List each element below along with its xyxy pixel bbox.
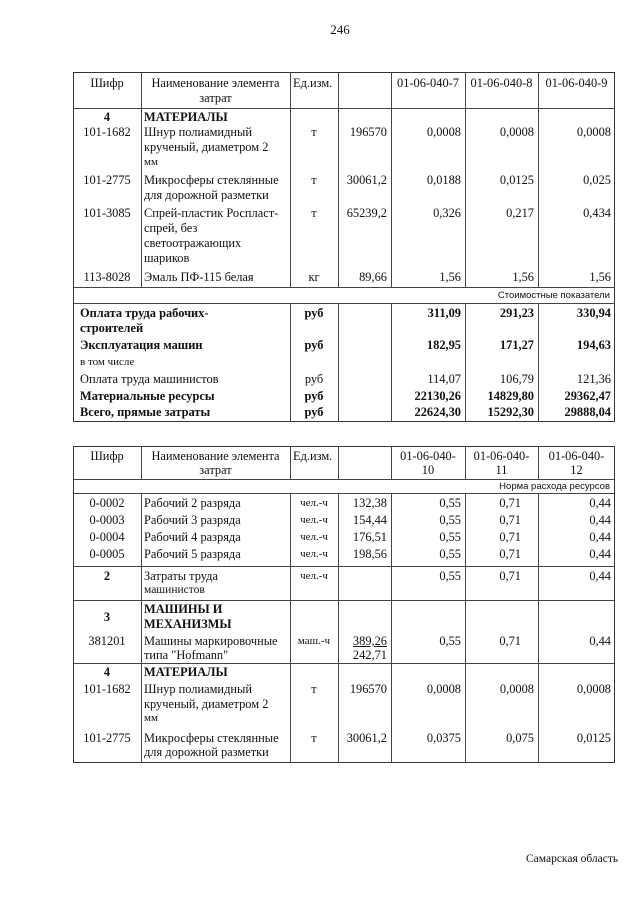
- norm-label: Норма расхода ресурсов: [499, 481, 610, 492]
- row-unit: т: [311, 125, 317, 139]
- row-value: 0,44: [589, 513, 611, 527]
- row-name: мм: [144, 156, 158, 168]
- col-divider: [141, 493, 142, 763]
- cost-unit: руб: [304, 389, 324, 403]
- row-value: 0,55: [439, 634, 461, 648]
- row-value: 0,44: [589, 530, 611, 544]
- row-value: 0,326: [433, 206, 461, 220]
- row-divider: [73, 493, 615, 494]
- row-value: 0,434: [583, 206, 611, 220]
- row-divider: [73, 600, 615, 601]
- row-price: 30061,2: [346, 173, 387, 187]
- row-value: 1,56: [439, 270, 461, 284]
- row-name: мм: [144, 712, 158, 724]
- row-value: 0,71: [499, 513, 521, 527]
- row-name: Рабочий 5 разряда: [144, 547, 241, 561]
- row-price: 196570: [349, 125, 387, 139]
- row-unit: чел.-ч: [300, 514, 328, 526]
- section-title: МЕХАНИЗМЫ: [144, 617, 232, 631]
- cost-value: 22130,26: [414, 389, 461, 403]
- row-value: 0,0125: [499, 173, 534, 187]
- footer-region: Самарская область: [526, 853, 619, 865]
- cost-name: Оплата труда машинистов: [80, 372, 219, 386]
- row-value: 0,71: [499, 496, 521, 510]
- row-unit: кг: [308, 270, 320, 284]
- cost-value: 29362,47: [564, 389, 611, 403]
- row-divider: [73, 287, 615, 288]
- row-value: 0,0008: [576, 125, 611, 139]
- header-col-9: 01-06-040-9: [545, 76, 608, 90]
- cost-value: 182,95: [426, 338, 461, 352]
- row-value: 0,55: [439, 530, 461, 544]
- row-price: 30061,2: [346, 731, 387, 745]
- header-name-line1: Наименование элемента: [151, 449, 280, 463]
- row-name: Рабочий 3 разряда: [144, 513, 241, 527]
- row-value: 0,44: [589, 569, 611, 583]
- row-price: 196570: [349, 682, 387, 696]
- row-name: крученый, диаметром 2: [144, 140, 269, 154]
- header-name-line2: затрат: [199, 463, 232, 477]
- header-code: Шифр: [90, 449, 124, 463]
- row-unit: чел.-ч: [300, 497, 328, 509]
- cost-name: в том числе: [80, 356, 135, 368]
- row-code: 0-0002: [89, 496, 125, 510]
- row-name: спрей, без: [144, 221, 198, 235]
- row-value: 0,55: [439, 513, 461, 527]
- row-value: 0,0188: [426, 173, 461, 187]
- row-value: 0,0008: [426, 125, 461, 139]
- header-col-10: 10: [421, 463, 435, 477]
- cost-value: 121,36: [576, 372, 611, 386]
- section-code: 3: [103, 610, 111, 624]
- row-value: 0,0008: [426, 682, 461, 696]
- row-value: 0,217: [506, 206, 534, 220]
- row-unit: чел.-ч: [300, 570, 328, 582]
- row-value: 0,0008: [576, 682, 611, 696]
- row-price: 176,51: [352, 530, 387, 544]
- row-price: 89,66: [359, 270, 387, 284]
- header-col-12: 01-06-040-: [548, 449, 605, 463]
- row-value: 0,55: [439, 496, 461, 510]
- row-name: крученый, диаметром 2: [144, 697, 269, 711]
- row-unit: т: [311, 731, 317, 745]
- row-value: 0,025: [583, 173, 611, 187]
- header-col-7: 01-06-040-7: [397, 76, 459, 90]
- row-value: 0,71: [499, 569, 521, 583]
- row-value: 0,0008: [499, 682, 534, 696]
- row-unit: маш.-ч: [297, 635, 331, 647]
- cost-name: Материальные ресурсы: [80, 389, 215, 403]
- cost-value: 22624,30: [414, 405, 461, 419]
- row-value: 0,55: [439, 547, 461, 561]
- row-name: для дорожной разметки: [144, 745, 269, 759]
- row-price: 132,38: [352, 496, 387, 510]
- row-name: Спрей-пластик Роспласт-: [144, 206, 279, 220]
- row-name: для дорожной разметки: [144, 188, 269, 202]
- cost-name: Оплата труда рабочих-: [80, 306, 209, 320]
- row-unit: т: [311, 682, 317, 696]
- cost-value: 194,63: [576, 338, 611, 352]
- row-name: Рабочий 2 разряда: [144, 496, 241, 510]
- row-code: 0-0005: [89, 547, 125, 561]
- col-divider: [338, 303, 339, 422]
- cost-value: 114,07: [427, 372, 461, 386]
- row-value: 0,55: [439, 569, 461, 583]
- row-name: Микросферы стеклянные: [144, 731, 279, 745]
- row-divider: [73, 663, 615, 664]
- header-col-8: 01-06-040-8: [470, 76, 533, 90]
- row-value: 0,0008: [499, 125, 534, 139]
- cost-value: 15292,30: [487, 405, 534, 419]
- cost-unit: руб: [304, 405, 324, 419]
- cost-unit: руб: [304, 338, 324, 352]
- row-name: типа "Hofmann": [144, 648, 229, 662]
- row-unit: т: [311, 173, 317, 187]
- row-price: 65239,2: [346, 206, 387, 220]
- row-divider: [73, 303, 615, 304]
- row-divider: [73, 566, 615, 567]
- row-unit: чел.-ч: [300, 548, 328, 560]
- cost-unit: руб: [304, 372, 324, 386]
- row-code: 0-0004: [89, 530, 125, 544]
- col-divider: [290, 446, 291, 479]
- row-value: 1,56: [512, 270, 534, 284]
- cost-value: 14829,80: [487, 389, 534, 403]
- row-name: Рабочий 4 разряда: [144, 530, 241, 544]
- cost-value: 330,94: [576, 306, 611, 320]
- cost-name: строителей: [80, 321, 144, 335]
- row-unit: т: [311, 206, 317, 220]
- row-name: Микросферы стеклянные: [144, 173, 279, 187]
- col-divider: [338, 446, 339, 479]
- section-code: 4: [103, 110, 111, 124]
- row-code: 101-2775: [83, 731, 131, 745]
- row-value: 0,44: [589, 634, 611, 648]
- row-code: 101-3085: [83, 206, 131, 220]
- row-name: Затраты труда: [144, 569, 218, 583]
- row-code: 101-1682: [83, 125, 131, 139]
- header-col-10: 01-06-040-: [400, 449, 456, 463]
- header-name-line2: затрат: [199, 91, 232, 105]
- header-col-12: 12: [570, 463, 583, 477]
- header-code: Шифр: [90, 76, 124, 90]
- header-name-line1: Наименование элемента: [151, 76, 280, 90]
- section-title: МАТЕРИАЛЫ: [144, 665, 228, 679]
- row-name: Шнур полиамидный: [144, 125, 252, 139]
- row-code: 0-0003: [89, 513, 125, 527]
- header-unit: Ед.изм.: [293, 76, 333, 90]
- cost-value: 106,79: [499, 372, 534, 386]
- header-col-11: 11: [495, 463, 508, 477]
- row-value: 1,56: [589, 270, 611, 284]
- row-value: 0,0375: [426, 731, 461, 745]
- row-price: 198,56: [352, 547, 387, 561]
- row-code: 101-2775: [83, 173, 131, 187]
- row-code: 101-1682: [83, 682, 131, 696]
- row-name: Машины маркировочные: [144, 634, 278, 648]
- row-code: 381201: [88, 634, 126, 648]
- row-value: 0,44: [589, 496, 611, 510]
- page-number: 246: [330, 22, 350, 37]
- row-divider: [73, 108, 615, 109]
- row-code: 113-8028: [83, 270, 131, 284]
- cost-name: Всего, прямые затраты: [80, 405, 211, 419]
- row-price: 154,44: [352, 513, 387, 527]
- row-value: 0,44: [589, 547, 611, 561]
- row-value: 0,71: [499, 530, 521, 544]
- header-col-11: 01-06-040-: [473, 449, 530, 463]
- row-name: машинистов: [144, 584, 205, 596]
- cost-name: Эксплуатация машин: [80, 338, 203, 352]
- row-value: 0,71: [499, 547, 521, 561]
- row-name: шариков: [144, 251, 190, 265]
- row-name: Эмаль ПФ-115 белая: [144, 270, 254, 284]
- row-price-bottom: 242,71: [352, 648, 387, 662]
- section-title: МАШИНЫ И: [144, 602, 223, 616]
- cost-value: 291,23: [499, 306, 534, 320]
- cost-unit: руб: [304, 306, 324, 320]
- header-unit: Ед.изм.: [293, 449, 333, 463]
- row-value: 0,075: [506, 731, 534, 745]
- cost-value: 311,09: [427, 306, 461, 320]
- section-code: 4: [103, 665, 111, 679]
- cost-value: 171,27: [499, 338, 534, 352]
- row-code: 2: [103, 569, 111, 583]
- row-name: светоотражающих: [144, 236, 242, 250]
- row-price-top: 389,26: [352, 634, 387, 648]
- row-name: Шнур полиамидный: [144, 682, 252, 696]
- row-value: 0,0125: [576, 731, 611, 745]
- cost-indicators-label: Стоимостные показатели: [497, 290, 610, 301]
- section-title: МАТЕРИАЛЫ: [144, 110, 228, 124]
- cost-value: 29888,04: [564, 405, 611, 419]
- row-value: 0,71: [499, 634, 521, 648]
- row-unit: чел.-ч: [300, 531, 328, 543]
